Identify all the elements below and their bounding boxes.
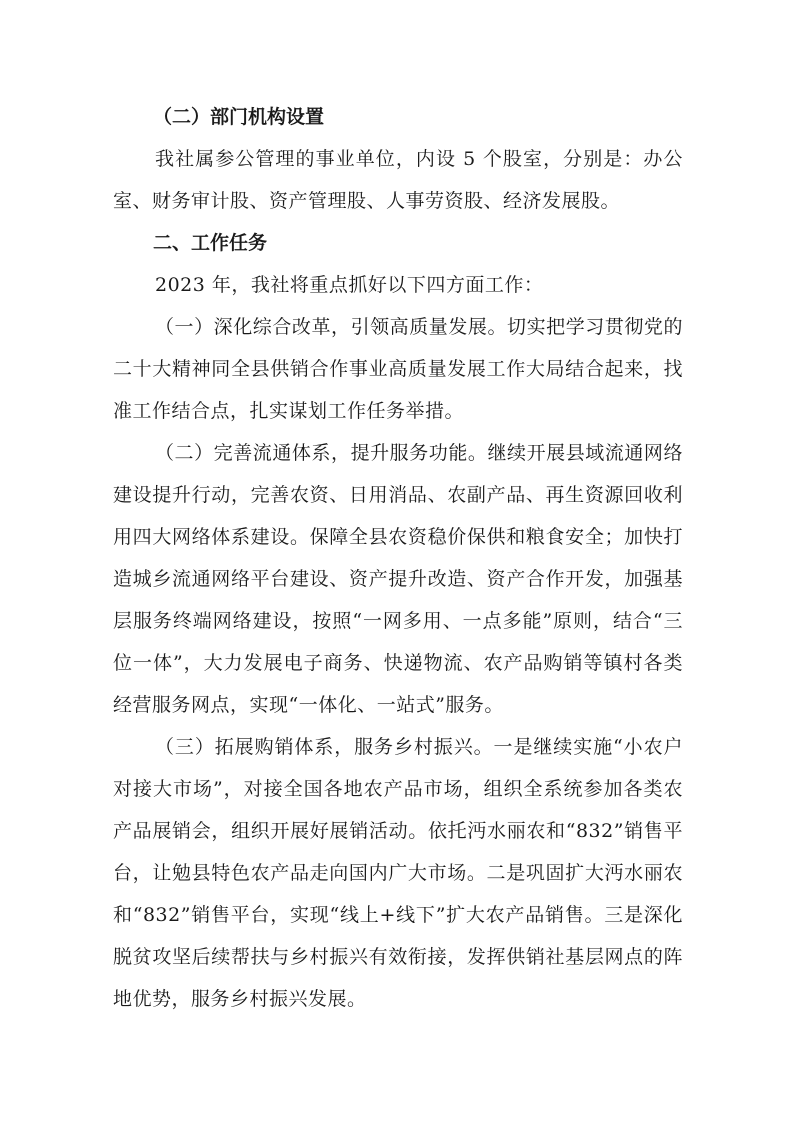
task-item-1: （一）深化综合改革，引领高质量发展。切实把学习贯彻党的二十大精神同全县供销合作事业高质量发展工作大局结合起来，找准工作结合点，扎实谋划工作任务举措。 bbox=[113, 316, 683, 422]
tasks-intro-paragraph: 2023 年，我社将重点抓好以下四方面工作： bbox=[155, 274, 544, 296]
section-heading-tasks: 二、工作任务 bbox=[153, 232, 268, 254]
task-item-2: （二）完善流通体系，提升服务功能。继续开展县域流通网络建设提升行动，完善农资、日用消品、农副产品、再生资源回收利用四大网络体系建设。保障全县农资稳价保供和粮食安全；加快打造城乡流通网络平台建设、资产提升改造、资产合作开发，加强基层服务终端网络建设，按照“一网多用、一点多能”原则，结合“三位一体”，大力发展电子商务、快递物流、农产品购销等镇村各类经营服务网点，实现“一体化、一站式”服务。 bbox=[113, 442, 683, 716]
task-item-3: （三）拓展购销体系，服务乡村振兴。一是继续实施“小农户对接大市场”，对接全国各地农产品市场，组织全系统参加各类农产品展销会，组织开展好展销活动。依托沔水丽农和“832”销售平台，让勉县特色农产品走向国内广大市场。二是巩固扩大沔水丽农和“832”销售平台，实现“线上+线下”扩大农产品销售。三是深化脱贫攻坚后续帮扶与乡村振兴有效衔接，发挥供销社基层网点的阵地优势，服务乡村振兴发展。 bbox=[113, 736, 683, 1010]
section-heading-org: （二）部门机构设置 bbox=[153, 106, 325, 128]
document-page bbox=[113, 96, 683, 1020]
org-paragraph: 我社属参公管理的事业单位，内设 5 个股室，分别是：办公室、财务审计股、资产管理股、人事劳资股、经济发展股。 bbox=[113, 148, 683, 212]
